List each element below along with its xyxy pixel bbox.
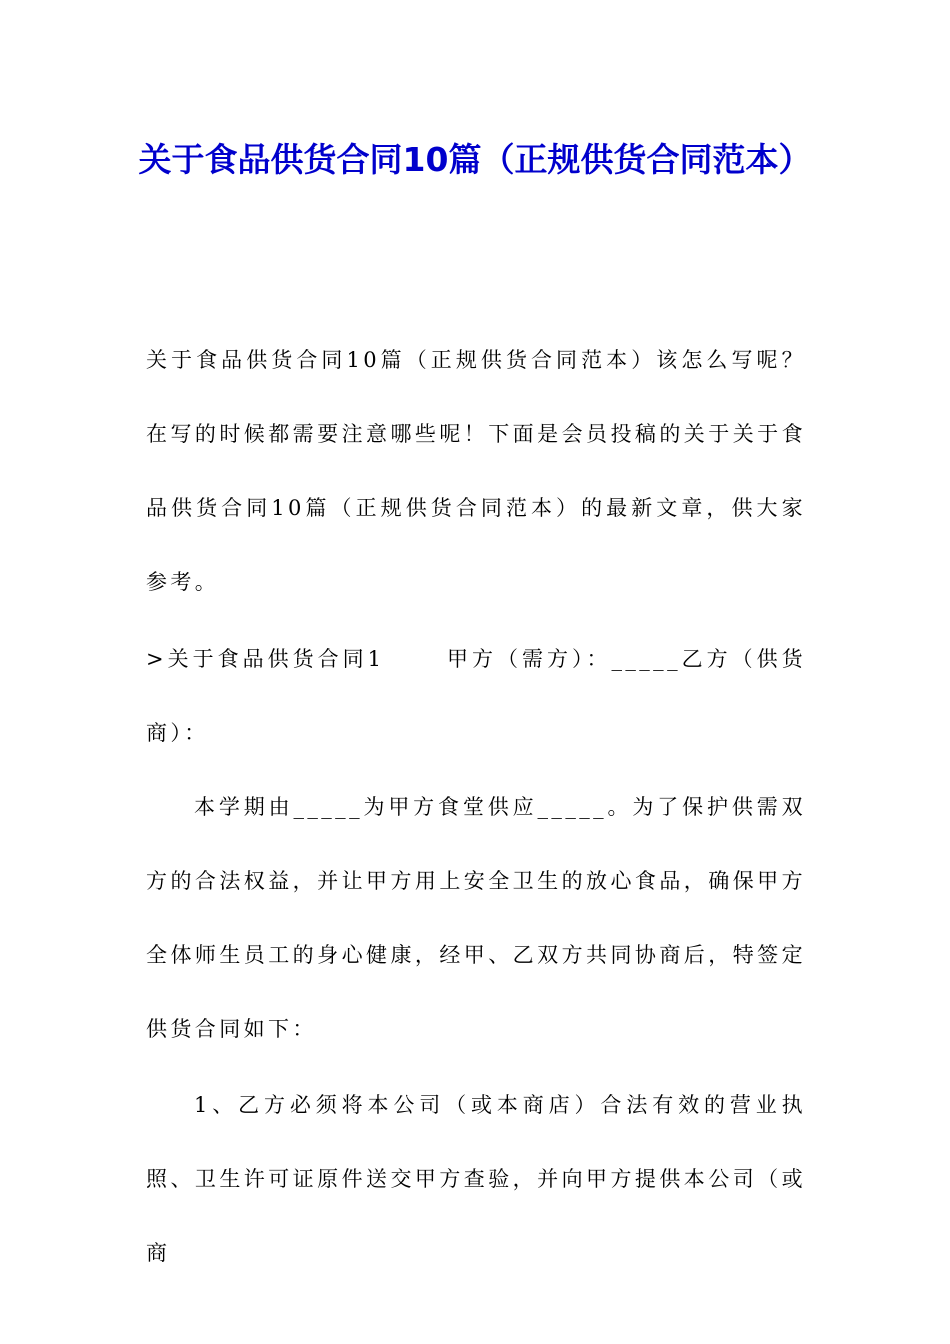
contract-paragraph-1: 本学期由_____为甲方食堂供应_____。为了保护供需双方的合法权益，并让甲方用上安全卫生的放心食品，确保甲方全体师生员工的身心健康，经甲、乙双方共同协商后，特签定供货合同如下： [146,795,806,1041]
document-title: 关于食品供货合同10篇（正规供货合同范本） [138,140,812,179]
section-1-paragraph [146,622,806,770]
contract-paragraph-2: 1、乙方必须将本公司（或本商店）合法有效的营业执照、卫生许可证原件送交甲方查验，并向甲方提供本公司（或商 [146,1093,806,1265]
section-1-parties: 甲方（需方）：_____乙方（供货商）： [146,647,806,745]
section-1-heading: >关于食品供货合同1 [146,647,385,671]
intro-paragraph: 关于食品供货合同10篇（正规供货合同范本）该怎么写呢？在写的时候都需要注意哪些呢！下面是会员投稿的关于关于食品供货合同10篇（正规供货合同范本）的最新文章，供大家参考。 [146,348,806,594]
